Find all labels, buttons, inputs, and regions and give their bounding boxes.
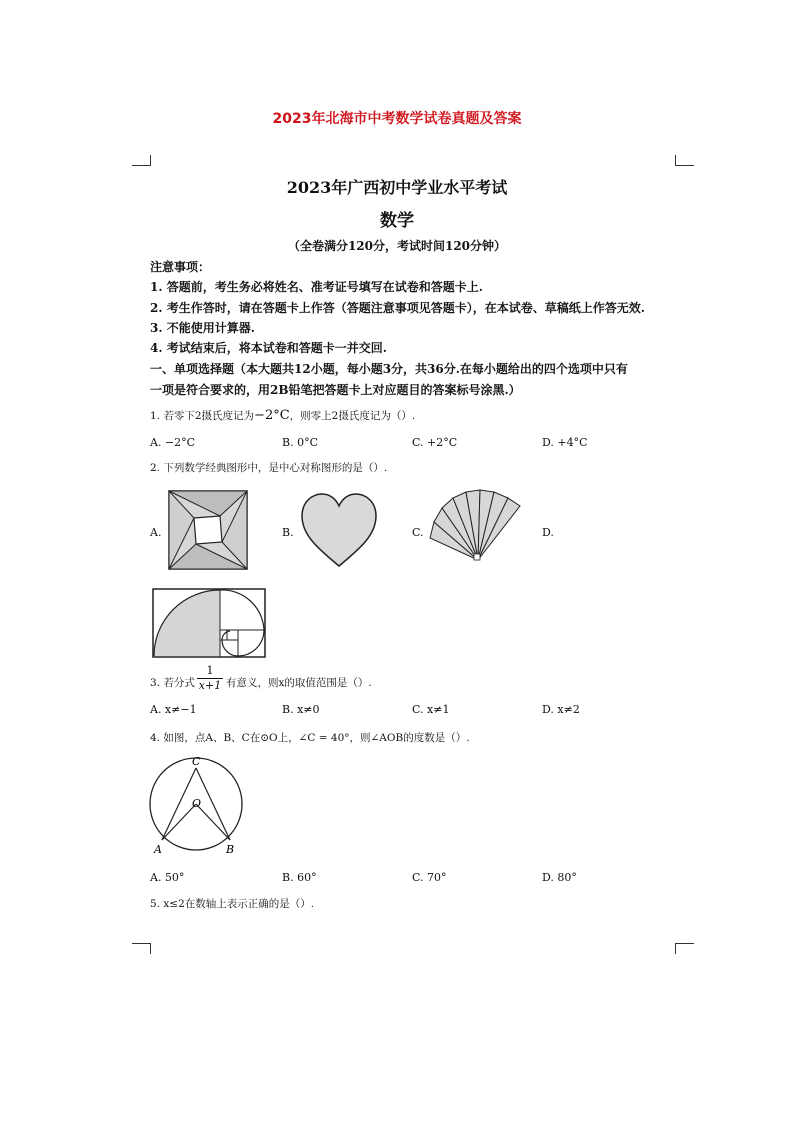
note-item: 4. 考试结束后，将本试卷和答题卡一并交回. [150,341,387,355]
point-label-b: B [226,843,235,856]
question-3-stem-part: 3. 若分式 [150,677,195,689]
question-3-option-a: A. x≠−1 [150,703,197,716]
section1-line1: 一、单项选择题（本大题共12小题，每小题3分，共36分.在每小题给出的四个选项中只有 [150,362,628,376]
question-4-option-d: D. 80° [542,871,577,884]
document-header-title: 2023年北海市中考数学试卷真题及答案 [272,111,522,127]
question-2-label-d: D. [542,526,554,539]
question-1-stem-part: ，则零上2摄氏度记为（）. [289,410,416,422]
question-4-option-a: A. 50° [150,871,185,884]
question-1-stem-part: 1. 若零下2摄氏度记为 [150,410,255,422]
crop-mark-top-left [132,155,151,166]
figure-circle-angle [146,752,246,858]
question-3-stem-tail: 有意义，则x的取值范围是（）. [226,677,372,689]
point-label-a: A [154,843,162,856]
question-1-option-d: D. +4°C [542,436,588,449]
crop-mark-bottom-right [675,943,694,954]
question-2-label-b: B. [282,526,294,539]
notes-heading: 注意事项： [150,260,211,274]
segment-ca [162,768,196,840]
crop-mark-top-right [675,155,694,166]
segment-cb [196,768,230,840]
question-4-option-c: C. 70° [412,871,447,884]
question-1-option-b: B. 0°C [282,436,318,449]
question-3-option-b: B. x≠0 [282,703,320,716]
figure-heart [300,492,378,570]
figure-golden-spiral [152,588,266,658]
point-label-c: C [192,755,201,768]
question-4-stem: 4. 如图，点A、B、C在⊙O上，∠C = 40°，则∠AOB的度数是（）. [150,732,470,744]
question-2-label-a: A. [150,526,162,539]
question-1-stem [150,408,415,423]
note-item: 1. 答题前，考生务必将姓名、准考证号填写在试卷和答题卡上. [150,280,483,294]
section1-line2: 一项是符合要求的，用2B铅笔把答题卡上对应题目的答案标号涂黑.） [150,383,521,397]
crop-mark-bottom-left [132,943,151,954]
question-4-option-b: B. 60° [282,871,317,884]
question-2-label-c: C. [412,526,424,539]
question-1-value: −2°C [254,408,290,423]
point-label-o: O [192,797,202,810]
exam-subject: 数学 [380,211,414,231]
figure-triangle-fan [426,488,526,568]
question-3-fraction [197,664,223,693]
fraction-numerator: 1 [197,664,223,679]
note-item: 2. 考生作答时，请在答题卡上作答（答题注意事项见答题卡），在本试卷、草稿纸上作答无效. [150,301,645,315]
segment-oa [162,804,196,840]
figure-square-pinwheel [168,490,248,570]
fraction-denominator: x+1 [198,679,222,692]
exam-score-info: （全卷满分120分，考试时间120分钟） [287,239,507,253]
question-3-option-c: C. x≠1 [412,703,450,716]
question-3-option-d: D. x≠2 [542,703,580,716]
question-3-stem [150,675,195,690]
question-1-option-a: A. −2°C [150,436,196,449]
question-2-stem: 2. 下列数学经典图形中，是中心对称图形的是（）. [150,462,388,474]
question-5-stem: 5. x≤2在数轴上表示正确的是（）. [150,898,315,910]
question-1-option-c: C. +2°C [412,436,458,449]
exam-title: 2023年广西初中学业水平考试 [286,178,508,197]
segment-ob [196,804,230,840]
note-item: 3. 不能使用计算器. [150,321,255,335]
